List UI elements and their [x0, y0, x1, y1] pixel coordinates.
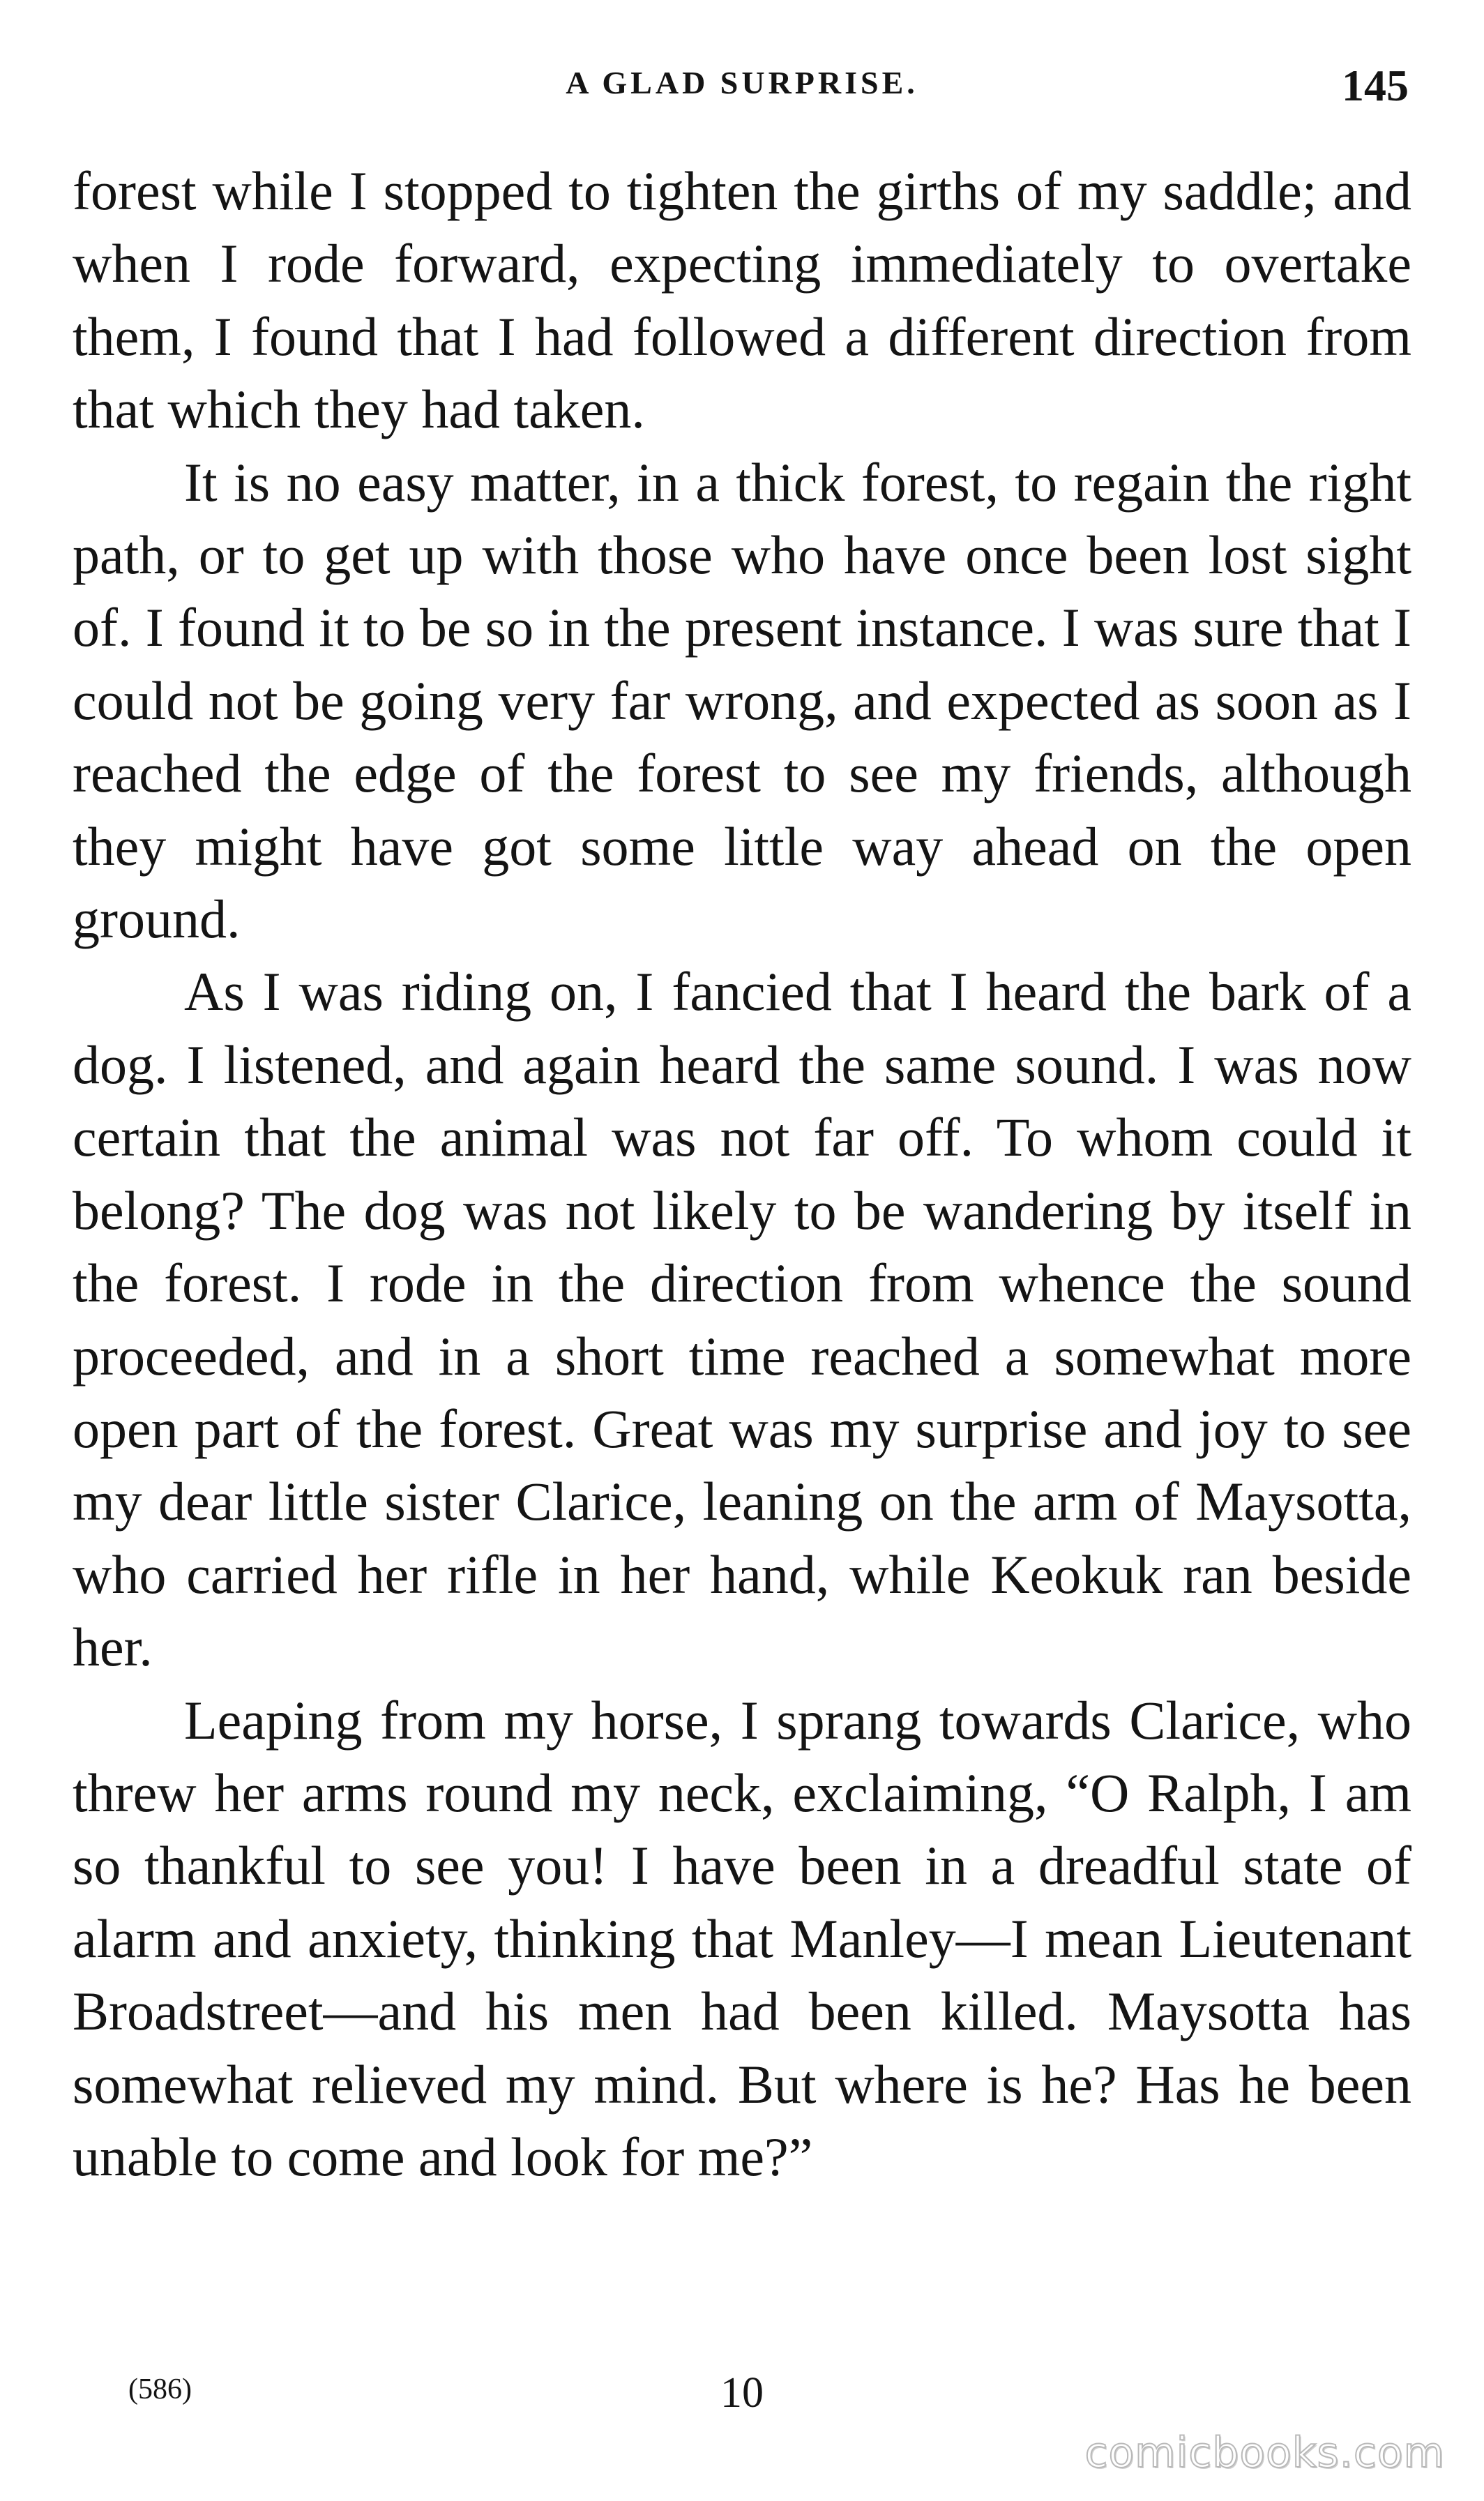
paragraph-2: It is no easy matter, in a thick forest, to regain the right path, or to get up with those who have once been lost sight of. I found it to be so in the present instance. I was sure that I could not be going very far wrong, and expected as soon as I reached the edge of the forest to see my friends, although they might have got some little way ahead on the open ground. [73, 451, 1411, 950]
watermark: comicbooks.com [1084, 2428, 1445, 2477]
paragraph-4: Leaping from my horse, I sprang towards Clarice, who threw her arms round my neck, exclaiming, “O Ralph, I am so thankful to see you! I have been in a dreadful state of alarm and anxiety, thinking that Manley—I mean Lieutenant Broadstreet—and his men had been killed. Maysotta has somewhat relieved my mind. But where is he? Has he been unable to come and look for me?” [73, 1689, 1411, 2187]
sheet-number: 10 [720, 2369, 764, 2417]
body-text [73, 155, 1411, 2193]
paragraph-3: As I was riding on, I fancied that I heard the bark of a dog. I listened, and again heard the same sound. I was now certain that the animal was not far off. To whom could it belong? The dog was not likely to be wandering by itself in the forest. I rode in the direction from whence the sound proceeded, and in a short time reached a somewhat more open part of the forest. Great was my surprise and joy to see my dear little sister Clarice, leaning on the arm of Maysotta, who carried her rifle in her hand, while Keokuk ran beside her. [73, 961, 1411, 1678]
paragraph-1: forest while I stopped to tighten the girths of my saddle; and when I rode forward, expecting immediately to overtake them, I found that I had followed a different direction from that which they had taken. [73, 160, 1411, 440]
running-header [0, 60, 1484, 123]
page-number: 145 [1342, 61, 1409, 110]
running-title: A GLAD SURPRISE. [566, 65, 918, 100]
printer-signature: (586) [128, 2373, 192, 2405]
